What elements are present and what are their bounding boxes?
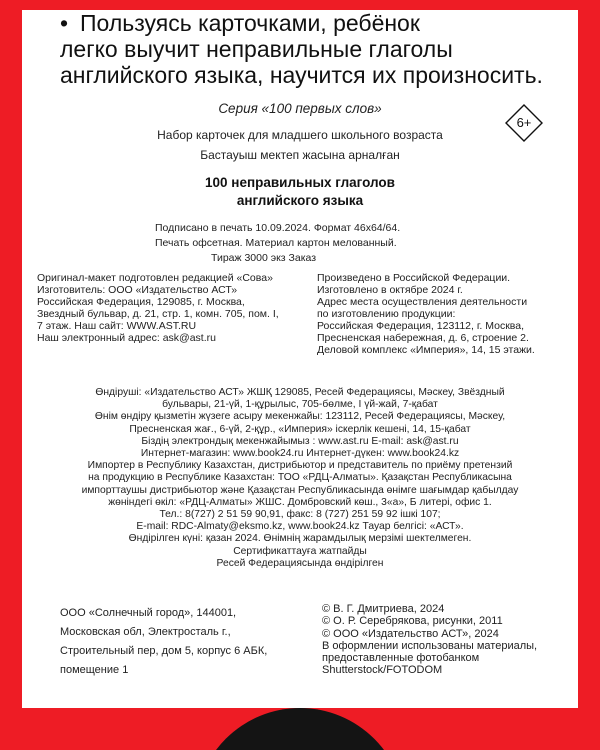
bottom-circle-decoration (195, 708, 405, 750)
publisher-right-line: Российская Федерация, 123112, г. Москва, (317, 320, 525, 332)
print-info-line-3: Тираж 3000 экз Заказ (211, 252, 317, 264)
kazakhstan-info-block (22, 387, 578, 570)
kz-line: Біздің электрондық мекенжайымыз : www.ast.ru E-mail: ask@ast.ru (141, 435, 459, 447)
kz-line: Өндірілген күні: қазан 2024. Өнімнің жарамдылық мерзімі шектелмеген. (128, 533, 472, 545)
publisher-left-line: Наш электронный адрес: ask@ast.ru (37, 332, 216, 344)
publisher-left-column (37, 272, 279, 344)
printer-line: ООО «Солнечный город», 144001, (60, 607, 237, 619)
subtitle-kz: Бастауыш мектеп жасына арналған (200, 148, 400, 162)
copyright-line: © ООО «Издательство АСТ», 2024 (322, 627, 499, 640)
kz-line: бульвары, 21-үй, 1-құрылыс, 705-бөлме, I үй-жай, 7-қабат (162, 399, 438, 411)
headline-line-2: легко выучит неправильные глаголы (60, 36, 453, 62)
headline-line-3: английского языка, научится их произносить. (60, 62, 543, 88)
copyright-block (322, 603, 537, 677)
headline (60, 10, 580, 88)
publisher-right-line: Произведено в Российской Федерации. (317, 272, 511, 284)
printer-line: Строительный пер, дом 5, корпус 6 АБК, (60, 645, 268, 657)
copyright-line: В оформлении использованы материалы, (322, 639, 538, 652)
publisher-right-line: Деловой комплекс «Империя», 14, 15 этажи. (317, 344, 535, 356)
kz-line: Өнім өндіру қызметін жүзеге асыру мекенжайы: 123112, Ресей Федерациясы, Мәскеу, (94, 411, 506, 423)
printer-address (60, 604, 267, 680)
publisher-right-line: Изготовлено в октябре 2024 г. (317, 284, 463, 296)
copyright-line: Shutterstock/FOTODOM (322, 664, 443, 677)
copyright-line: предоставленные фотобанком (322, 652, 480, 665)
printer-line: помещение 1 (60, 664, 129, 676)
bullet-icon: • (60, 10, 69, 36)
print-info-line-1: Подписано в печать 10.09.2024. Формат 46x64/64. (155, 222, 401, 234)
age-rating-text: 6+ (516, 115, 532, 130)
printer-line: Московская обл, Электросталь г., (60, 626, 231, 638)
title-line-1: 100 неправильных глаголов (205, 175, 395, 190)
headline-text-1: Пользуясь карточками, ребёнок (80, 10, 420, 36)
copyright-line: © В. Г. Дмитриева, 2024 (322, 603, 445, 615)
kz-line: Интернет-магазин: www.book24.ru Интернет-дүкен: www.book24.kz (140, 448, 460, 460)
kz-line: Ресей Федерациясында өндірілген (216, 557, 384, 569)
kz-line: Сертификаттауға жатпайды (233, 545, 367, 557)
series-name: Серия «100 первых слов» (218, 101, 382, 116)
publisher-left-line: Российская Федерация, 129085, г. Москва, (37, 296, 245, 308)
publisher-left-line: Изготовитель: ООО «Издательство АСТ» (37, 284, 238, 296)
publisher-left-line: 7 этаж. Наш сайт: WWW.AST.RU (37, 320, 197, 332)
publisher-right-line: Пресненская набережная, д. 6, строение 2. (317, 332, 529, 344)
kz-line: на продукцию в Республике Казахстан: ТОО «РДЦ-Алматы». Қазақстан Республикасына (88, 472, 512, 484)
kz-line: жөніндегі өкіл: «РДЦ-Алматы» ЖШС. Домбровский көш., 3«а», Б литері, офис 1. (108, 496, 492, 508)
kz-line: Пресненская жағ., 6-үй, 2-құр., «Империя» іскерлік кешені, 14, 15-қабат (129, 423, 471, 435)
copyright-line: © О. Р. Серебрякова, рисунки, 2011 (322, 615, 503, 628)
kz-line: Өндіруші: «Издательство АСТ» ЖШҚ 129085, Ресей Федерациясы, Мәскеу, Звёздный (95, 387, 505, 398)
publisher-right-line: по изготовлению продукции: (317, 308, 456, 320)
publisher-left-line: Звездный бульвар, д. 21, стр. 1, комн. 705, пом. I, (37, 308, 279, 320)
frame-bottom-border (0, 708, 600, 750)
kz-line: Тел.: 8(727) 2 51 59 90,91, факс: 8 (727) 251 59 92 ішкі 107; (159, 509, 441, 521)
publisher-left-line: Оригинал-макет подготовлен редакцией «Сова» (37, 272, 273, 284)
frame-top-border (0, 0, 600, 10)
kz-line: импорттаушы дистрибьютор және Қазақстан Республикасында өнімге шағымдар қабылдау (81, 484, 519, 496)
subtitle-ru: Набор карточек для младшего школьного возраста (157, 128, 443, 142)
headline-line-1 (60, 10, 580, 36)
title-line-2: английского языка (236, 193, 364, 208)
kz-line: E-mail: RDC-Almaty@eksmo.kz, www.book24.kz Тауар белгісі: «АСТ». (136, 521, 464, 533)
publisher-right-line: Адрес места осуществления деятельности (317, 296, 528, 308)
publisher-right-column (317, 272, 535, 356)
kz-line: Импортер в Республику Казахстан, дистрибьютор и представитель по приёму претензий (87, 460, 513, 472)
print-info-line-2: Печать офсетная. Материал картон мелованный. (155, 237, 397, 249)
